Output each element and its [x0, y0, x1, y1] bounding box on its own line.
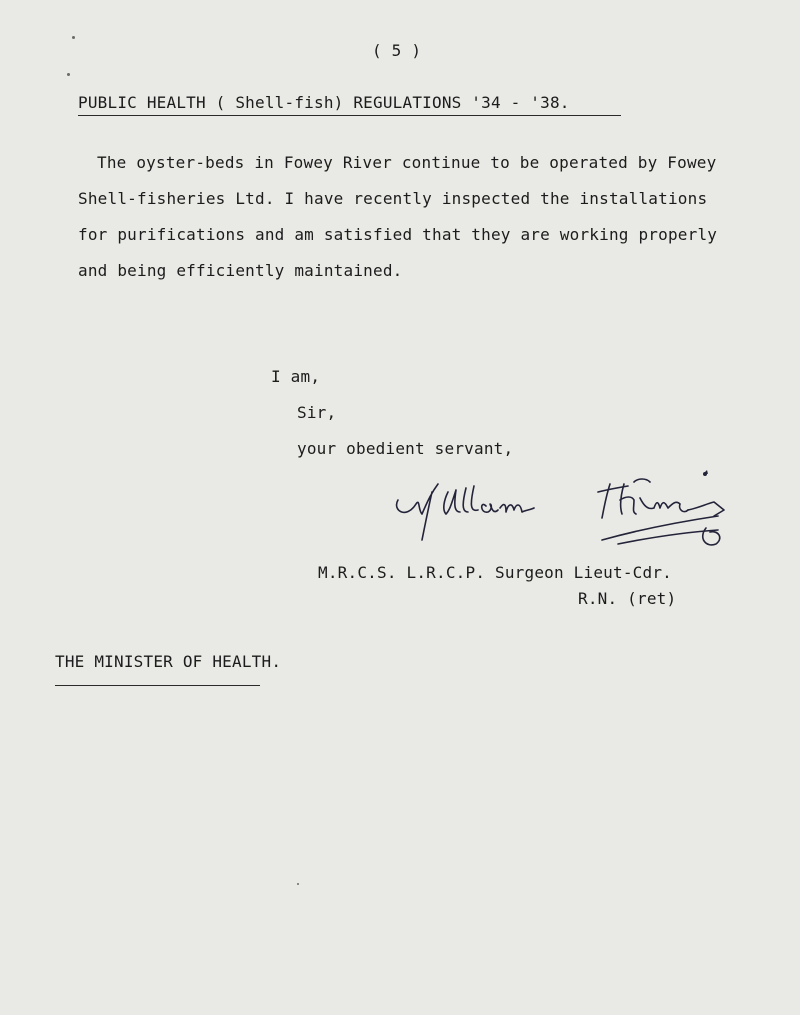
body-line-1: The oyster-beds in Fowey River continue to be operated by Fowey — [97, 153, 717, 172]
closing-line-2: Sir, — [297, 403, 337, 422]
addressee: THE MINISTER OF HEALTH. — [55, 652, 282, 671]
body-line-4: and being efficiently maintained. — [78, 261, 403, 280]
page-mark — [297, 883, 299, 885]
document-heading: PUBLIC HEALTH ( Shell-fish) REGULATIONS '34 - '38. — [78, 93, 570, 112]
handwritten-signature — [388, 470, 773, 565]
body-line-2: Shell-fisheries Ltd. I have recently inspected the installations — [78, 189, 708, 208]
page-number: ( 5 ) — [372, 41, 422, 60]
heading-underline — [78, 115, 621, 116]
signatory-rank-note: R.N. (ret) — [578, 589, 677, 608]
page-mark — [67, 73, 70, 76]
closing-line-3: your obedient servant, — [297, 439, 514, 458]
addressee-underline — [55, 685, 260, 686]
closing-line-1: I am, — [271, 367, 321, 386]
body-line-3: for purifications and am satisfied that they are working properly — [78, 225, 718, 244]
page-mark — [72, 36, 75, 39]
signatory-qualifications: M.R.C.S. L.R.C.P. Surgeon Lieut-Cdr. — [318, 563, 672, 582]
